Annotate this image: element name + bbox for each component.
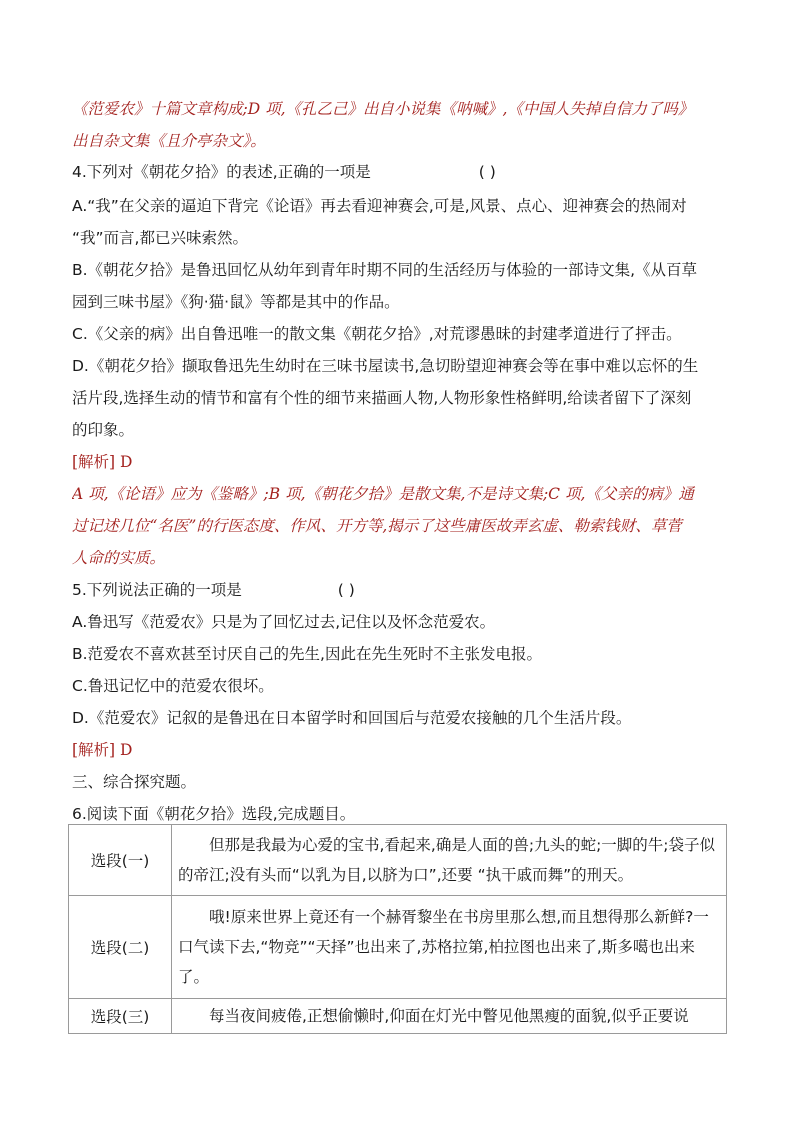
excerpt-label-1: 选段(一) <box>69 825 172 896</box>
excerpt-text-1: 但那是我最为心爱的宝书,看起来,确是人面的兽;九头的蛇;一脚的牛;袋子似的帝江;没有头而“以乳为目,以脐为口”,还要 “执干戚而舞”的刑天。 <box>178 836 716 884</box>
excerpt-row-3 <box>69 999 727 1034</box>
question-4-answer-blank: ( ) <box>478 163 496 181</box>
question-4-option-a-line-1: A.“我”在父亲的逼迫下背完《论语》再去看迎神赛会,可是,风景、点心、迎神赛会的热闹对 <box>72 197 687 215</box>
question-5-stem <box>72 580 732 600</box>
question-4-option-d-line-3: 的印象。 <box>72 421 135 439</box>
question-4-option-d-line-2: 活片段,选择生动的情节和富有个性的细节来描画人物,人物形象性格鲜明,给读者留下了深刻 <box>72 389 692 407</box>
excerpt-row-1 <box>69 825 727 896</box>
intro-answer-line-1: 《范爱农》十篇文章构成;D 项,《孔乙己》出自小说集《呐喊》,《中国人失掉自信力了吗》 <box>72 100 694 118</box>
question-4-answer-heading: [解析] D <box>72 453 133 471</box>
excerpt-row-2 <box>69 896 727 999</box>
question-5-answer-heading: [解析] D <box>72 741 133 759</box>
question-4-option-b-line-1: B.《朝花夕拾》是鲁迅回忆从幼年到青年时期不同的生活经历与体验的一部诗文集,《从百草 <box>72 261 697 279</box>
question-4-stem-text: 4.下列对《朝花夕拾》的表述,正确的一项是 <box>72 163 371 181</box>
question-6-stem: 6.阅读下面《朝花夕拾》选段,完成题目。 <box>72 805 356 823</box>
question-5-option-a: A.鲁迅写《范爱农》只是为了回忆过去,记住以及怀念范爱农。 <box>72 613 496 631</box>
question-4-option-c: C.《父亲的病》出自鲁迅唯一的散文集《朝花夕拾》,对荒谬愚昧的封建孝道进行了抨击。 <box>72 325 682 343</box>
excerpt-text-2: 哦!原来世界上竟还有一个赫胥黎坐在书房里那么想,而且想得那么新鲜?一口气读下去,“物竞”“天择”也出来了,苏格拉第,柏拉图也出来了,斯多噶也出来了。 <box>178 908 709 986</box>
excerpt-text-cell-2 <box>172 896 727 999</box>
question-5-option-d: D.《范爱农》记叙的是鲁迅在日本留学时和回国后与范爱农接触的几个生活片段。 <box>72 709 632 727</box>
question-4-option-b-line-2: 园到三味书屋》《狗·猫·鼠》等都是其中的作品。 <box>72 293 400 311</box>
question-5-answer-blank: ( ) <box>337 581 355 599</box>
section-3-title: 三、综合探究题。 <box>72 773 197 791</box>
question-4-explanation-line-3: 人命的实质。 <box>72 549 166 567</box>
excerpt-table <box>68 824 727 1034</box>
excerpt-label-3: 选段(三) <box>69 999 172 1034</box>
question-4-option-d-line-1: D.《朝花夕拾》撷取鲁迅先生幼时在三味书屋读书,急切盼望迎神赛会等在事中难以忘怀的生 <box>72 357 699 375</box>
excerpt-text-cell-1 <box>172 825 727 896</box>
question-5-option-b: B.范爱农不喜欢甚至讨厌自己的先生,因此在先生死时不主张发电报。 <box>72 645 542 663</box>
excerpt-label-2: 选段(二) <box>69 896 172 999</box>
excerpt-text-3: 每当夜间疲倦,正想偷懒时,仰面在灯光中瞥见他黑瘦的面貌,似乎正要说 <box>209 1007 689 1025</box>
question-4-explanation-line-2: 过记述几位“名医”的行医态度、作风、开方等,揭示了这些庸医故弄玄虚、勒索钱财、草菅 <box>72 517 682 535</box>
question-4-option-a-line-2: “我”而言,都已兴味索然。 <box>72 229 248 247</box>
question-4-explanation-line-1: A 项,《论语》应为《鉴略》;B 项,《朝花夕拾》是散文集,不是诗文集;C 项,《父亲的病》通 <box>72 485 694 503</box>
intro-answer-line-2: 出自杂文集《且介亭杂文》。 <box>72 132 266 150</box>
question-5-stem-text: 5.下列说法正确的一项是 <box>72 581 242 599</box>
excerpt-text-cell-3 <box>172 999 727 1034</box>
question-5-option-c: C.鲁迅记忆中的范爱农很坏。 <box>72 677 274 695</box>
question-4-stem <box>72 162 732 182</box>
